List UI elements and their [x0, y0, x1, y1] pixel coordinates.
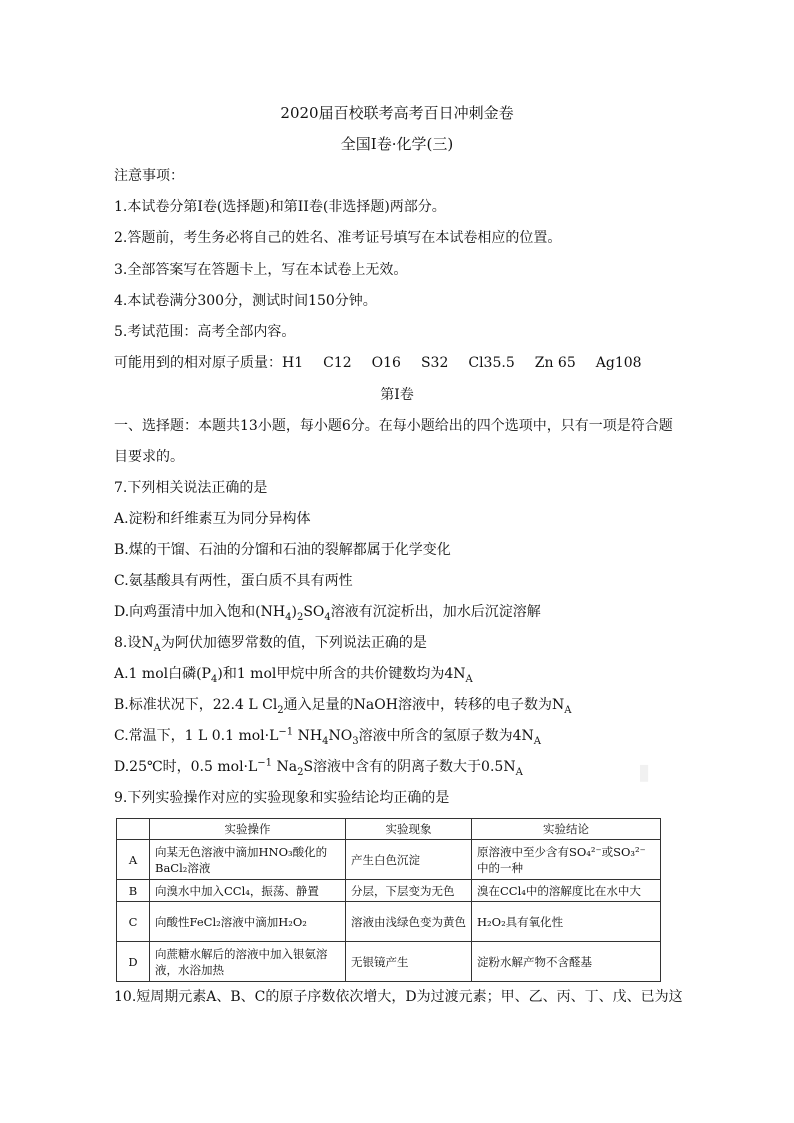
- atomic-masses-label: 可能用到的相对原子质量：: [114, 355, 282, 371]
- q7-option-b: B.煤的干馏、石油的分馏和石油的裂解都属于化学变化: [114, 542, 451, 558]
- table-cell: 无银镜产生: [346, 942, 472, 982]
- table-cell: A: [117, 840, 150, 880]
- section-title: 第I卷: [380, 387, 414, 403]
- table-cell: 溴在CCl₄中的溶解度比在水中大: [472, 880, 661, 902]
- table-row: [117, 880, 661, 902]
- q7-option-a: A.淀粉和纤维素互为同分异构体: [114, 511, 311, 527]
- section-intro: 一、选择题：本题共13小题，每小题6分。在每小题给出的四个选项中，只有一项是符合题: [114, 418, 673, 434]
- table-cell: 向某无色溶液中滴加HNO₃酸化的BaCl₂溶液: [150, 840, 346, 880]
- atomic-masses: [114, 353, 662, 373]
- section-intro-cont: 目要求的。: [114, 449, 184, 465]
- exam-subtitle: 全国I卷·化学(三): [340, 135, 454, 153]
- table-header-row: [117, 819, 661, 840]
- q10-stem: 10.短周期元素A、B、C的原子序数依次增大，D为过渡元素；甲、乙、丙、丁、戊、已为这: [114, 989, 683, 1005]
- table-cell: H₂O₂具有氧化性: [472, 902, 661, 942]
- table-header: 实验操作: [150, 819, 346, 840]
- q8-option-d: D.25℃时，0.5 $mol\cdot L^{-1}$ $Na_2S$溶液中含有的阴离子数大于$0.5N_A$: [114, 757, 523, 778]
- table-cell: 向蔗糖水解后的溶液中加入银氨溶液，水浴加热: [150, 942, 346, 982]
- exam-title: 2020届百校联考高考百日冲刺金卷: [280, 104, 514, 122]
- table-row: [117, 840, 661, 880]
- notice-heading: 注意事项：: [114, 168, 184, 184]
- q8-stem: 8.设$N_A$为阿伏加德罗常数的值，下列说法正确的是: [114, 635, 427, 654]
- atomic-mass: Ag108: [595, 355, 642, 371]
- notice-item: 2.答题前，考生务必将自己的姓名、准考证号填写在本试卷相应的位置。: [114, 230, 562, 246]
- table-cell: 分层，下层变为无色: [346, 880, 472, 902]
- notice-item: 3.全部答案写在答题卡上，写在本试卷上无效。: [114, 262, 408, 278]
- table-cell: 淀粉水解产物不含醛基: [472, 942, 661, 982]
- atomic-mass: C12: [323, 355, 352, 371]
- experiment-table: [116, 818, 661, 982]
- table-cell: 向溴水中加入CCl₄，振荡、静置: [150, 880, 346, 902]
- atomic-mass: H1: [282, 355, 304, 371]
- table-cell: D: [117, 942, 150, 982]
- notice-item: 1.本试卷分第I卷(选择题)和第II卷(非选择题)两部分。: [114, 199, 446, 215]
- q9-stem: 9.下列实验操作对应的实验现象和实验结论均正确的是: [114, 790, 450, 806]
- table-header: 实验现象: [346, 819, 472, 840]
- q7-stem: 7.下列相关说法正确的是: [114, 480, 268, 496]
- atomic-mass: Cl35.5: [468, 355, 515, 371]
- atomic-mass: Zn 65: [534, 355, 576, 371]
- table-cell: B: [117, 880, 150, 902]
- table-cell: 原溶液中至少含有SO₄²⁻或SO₃²⁻中的一种: [472, 840, 661, 880]
- watermark: ▮: [638, 760, 651, 785]
- notice-item: 5.考试范围：高考全部内容。: [114, 324, 296, 340]
- table-row: [117, 902, 661, 942]
- notice-item: 4.本试卷满分300分，测试时间150分钟。: [114, 293, 377, 309]
- table-row: [117, 942, 661, 982]
- q7-option-d: D.向鸡蛋清中加入饱和$(NH_4)_2SO_4$溶液有沉淀析出，加水后沉淀溶解: [114, 604, 541, 623]
- q8-option-b: B.标准状况下，22.4 L $Cl_2$通入足量的NaOH溶液中，转移的电子数为$N_A$: [114, 697, 572, 716]
- table-cell: 产生白色沉淀: [346, 840, 472, 880]
- table-header: [117, 819, 150, 840]
- table-cell: 向酸性FeCl₂溶液中滴加H₂O₂: [150, 902, 346, 942]
- table-cell: C: [117, 902, 150, 942]
- table-cell: 溶液由浅绿色变为黄色: [346, 902, 472, 942]
- q7-option-c: C.氨基酸具有两性，蛋白质不具有两性: [114, 573, 353, 589]
- atomic-mass: O16: [371, 355, 401, 371]
- atomic-mass: S32: [420, 355, 449, 371]
- table-header: 实验结论: [472, 819, 661, 840]
- q8-option-c: C.常温下，1 L 0.1 $mol\cdot L^{-1}$ $NH_4NO_3$溶液中所含的氢原子数为$4N_A$: [114, 726, 541, 747]
- q8-option-a: A.1 mol白磷$(P_4)$和1 mol甲烷中所含的共价键数均为$4N_A$: [114, 666, 473, 685]
